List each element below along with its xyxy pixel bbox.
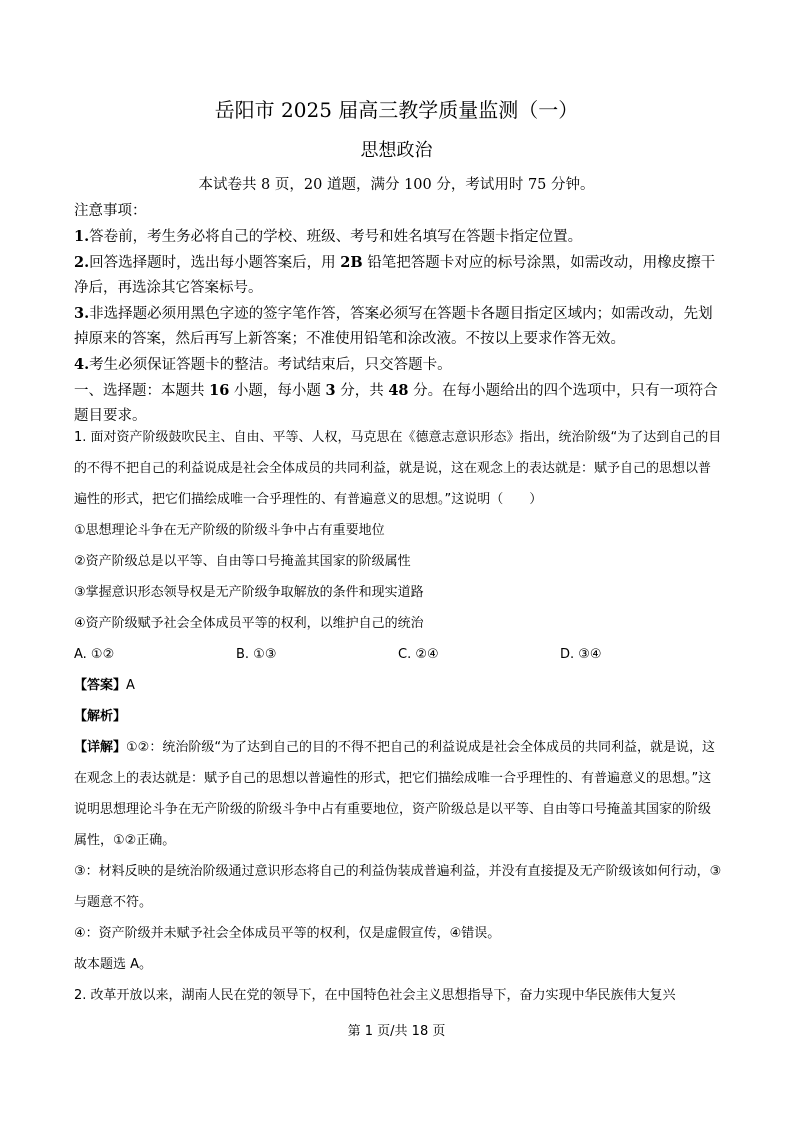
detail-text-1: ①②：统治阶级“为了达到自己的目的不得不把自己的利益说成是社会全体成员的共同利益，就是说，这在观念上的表达就是：赋予自己的思想以普遍性的形式，把它们描绘成唯一合乎理性的、有普遍意义的思想。”这说明思想理论斗争在无产阶级的阶级斗争中占有重要地位，资产阶级总是以平等、自由等口号掩盖其国家的阶级属性，①②正确。 bbox=[74, 740, 716, 848]
option-a: A. ①② bbox=[74, 647, 115, 662]
question-1 bbox=[74, 422, 722, 1011]
option-d: D. ③④ bbox=[560, 647, 602, 662]
note-4-text: 考生必须保证答题卡的整洁。考试结束后，只交答题卡。 bbox=[89, 357, 452, 373]
question-1-item-3: ③掌握意识形态领导权是无产阶级争取解放的条件和现实道路 bbox=[74, 585, 424, 600]
analysis-label: 【解析】 bbox=[74, 709, 127, 724]
notes-heading: 注意事项： bbox=[74, 203, 147, 219]
detail-paragraph-1 bbox=[74, 732, 722, 856]
note-2-number: 2. bbox=[74, 254, 90, 271]
option-c: C. ②④ bbox=[398, 647, 439, 662]
question-2-stem: 2. 改革开放以来，湖南人民在党的领导下，在中国特色社会主义思想指导下，奋力实现中华民族伟大复兴 bbox=[74, 988, 676, 1003]
answer-line bbox=[74, 670, 722, 701]
note-2-bold: 2B bbox=[340, 254, 363, 271]
page-footer: 第 1 页/共 18 页 bbox=[347, 1024, 446, 1039]
note-3-text: 非选择题必须用黑色字迹的签字笔作答，答案必须写在答题卡各题目指定区域内；如需改动，先划掉原来的答案，然后再写上新答案；不准使用铅笔和涂改液。不按以上要求作答无效。 bbox=[74, 306, 713, 347]
conclusion: 故本题选 A。 bbox=[74, 957, 153, 972]
exam-info: 本试卷共 8 页，20 道题，满分 100 分，考试用时 75 分钟。 bbox=[198, 177, 595, 193]
question-1-item-4: ④资产阶级赋予社会全体成员平等的权利，以维护自己的统治 bbox=[74, 616, 424, 631]
subject-title: 思想政治 bbox=[360, 140, 433, 161]
note-2-text-a: 回答选择题时，选出每小题答案后，用 bbox=[89, 255, 341, 271]
answer-label: 【答案】 bbox=[74, 678, 127, 693]
section-points: 3 bbox=[325, 382, 336, 399]
note-4 bbox=[74, 352, 724, 378]
section-text-c: 分，共 bbox=[335, 383, 389, 399]
detail-paragraph-3: ④：资产阶级并未赋予社会全体成员平等的权利，仅是虚假宣传，④错误。 bbox=[74, 926, 501, 941]
section-count: 16 bbox=[209, 382, 230, 399]
exam-title: 岳阳市 2025 届高三教学质量监测（一） bbox=[214, 98, 579, 122]
section-text-a: 一、选择题：本题共 bbox=[74, 383, 210, 399]
section-text-d: 分。在每小题给出的四个选项中，只有一项符合题目要求。 bbox=[74, 383, 718, 424]
notes-section bbox=[74, 199, 724, 429]
note-4-number: 4. bbox=[74, 356, 90, 373]
question-1-item-2: ②资产阶级总是以平等、自由等口号掩盖其国家的阶级属性 bbox=[74, 554, 411, 569]
question-1-item-1: ①思想理论斗争在无产阶级的阶级斗争中占有重要地位 bbox=[74, 523, 385, 538]
question-1-options bbox=[74, 639, 722, 670]
note-1-number: 1. bbox=[74, 228, 90, 245]
note-3 bbox=[74, 301, 724, 352]
question-1-stem: 1. 面对资产阶级鼓吹民主、自由、平等、人权，马克思在《德意志意识形态》指出，统治阶级“为了达到自己的目的不得不把自己的利益说成是社会全体成员的共同利益，就是说，这在观念上的表达就是：赋予自己的思想以普遍性的形式，把它们描绘成唯一合乎理性的、有普遍意义的思想。”这说明（ ） bbox=[74, 430, 722, 507]
detail-paragraph-2: ③：材料反映的是统治阶级通过意识形态将自己的利益伪装成普遍利益，并没有直接提及无产阶级该如何行动，③与题意不符。 bbox=[74, 864, 722, 910]
option-b: B. ①③ bbox=[236, 647, 277, 662]
detail-label: 【详解】 bbox=[74, 740, 127, 755]
section-text-b: 小题，每小题 bbox=[229, 383, 326, 399]
note-1 bbox=[74, 224, 724, 250]
note-1-text: 答卷前，考生务必将自己的学校、班级、考号和姓名填写在答题卡指定位置。 bbox=[89, 229, 583, 245]
note-2 bbox=[74, 250, 724, 301]
section-total: 48 bbox=[388, 382, 409, 399]
note-3-number: 3. bbox=[74, 305, 90, 322]
note-2-text-b: 铅笔把答题卡对应的标号涂黑，如需改动，用橡皮擦干净后，再选涂其它答案标号。 bbox=[74, 255, 716, 296]
answer-value: A bbox=[126, 678, 135, 693]
